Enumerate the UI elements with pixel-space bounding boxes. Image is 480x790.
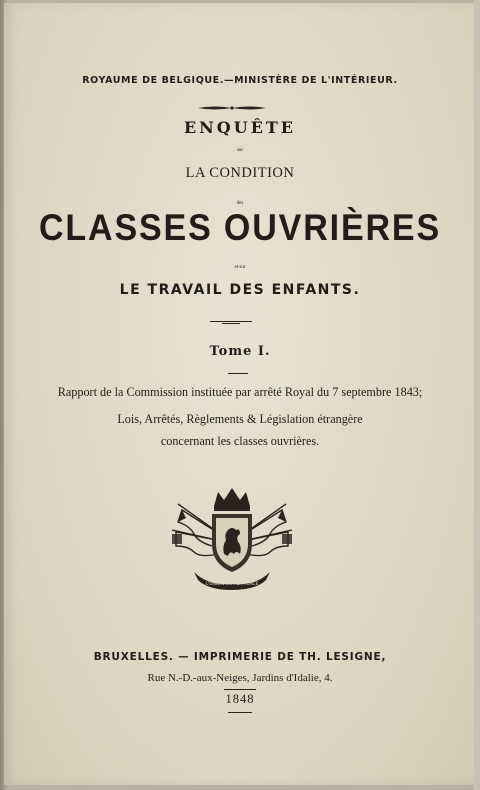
title-enquete: ENQUÊTE [183,118,296,137]
divider-rule [224,689,256,690]
kingdom-ministry-header: ROYAUME DE BELGIQUE.—MINISTÈRE DE L'INTÉRIEUR. [82,75,398,86]
title-la-condition: LA CONDITION [185,165,295,181]
connector-sur: sur [236,148,244,153]
printer-line: BRUXELLES. — IMPRIMERIE DE TH. LESIGNE, [93,651,387,663]
description-line: concernant les classes ouvrières. [160,434,320,448]
title-classes-ouvrieres: CLASSES OUVRIÈRES [38,207,442,248]
divider-rule [228,712,252,713]
divider-rule [228,373,248,374]
publication-year: 1848 [225,692,255,706]
description-line: Rapport de la Commission instituée par arrêté Royal du 7 septembre 1843; [57,385,423,399]
description-line: Lois, Arrêtés, Règlements & Législation étrangère [117,412,363,426]
divider-rule [222,323,240,324]
belgian-coat-of-arms-icon [168,488,296,590]
connector-des: des [236,201,244,206]
connector-et-sur: et sur [234,265,246,270]
title-travail-enfants: LE TRAVAIL DES ENFANTS. [119,282,361,298]
ornamental-divider-icon [196,104,268,112]
printer-address: Rue N.-D.-aux-Neiges, Jardins d'Idalie, 4. [147,672,333,684]
motto-text: L'UNION FAIT LA FORCE [205,582,259,587]
volume-label: Tome I. [209,344,271,359]
divider-rule [210,321,252,322]
